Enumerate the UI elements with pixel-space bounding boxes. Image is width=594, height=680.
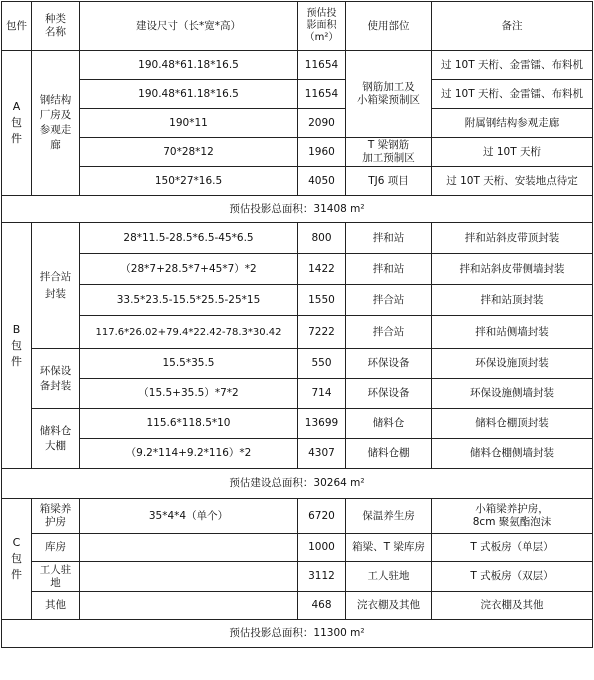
table-row: [2, 51, 593, 80]
package-a-label: A 包 件: [2, 51, 32, 196]
size-cell: 115.6*118.5*10: [80, 409, 298, 439]
note-cell: 拌和站顶封装: [432, 285, 593, 316]
note-cell: 浣衣棚及其他: [432, 592, 593, 620]
note-cell: 拌和站斜皮带顶封装: [432, 223, 593, 254]
size-cell: 35*4*4（单个）: [80, 499, 298, 534]
table-row: [2, 138, 593, 167]
location-cell: 拌合站: [346, 316, 432, 349]
location-cell: 浣衣棚及其他: [346, 592, 432, 620]
area-cell: 1422: [298, 254, 346, 285]
location-cell: 拌合站: [346, 285, 432, 316]
area-cell: 11654: [298, 80, 346, 109]
table-row: [2, 349, 593, 379]
note-cell: T 式板房（单层）: [432, 534, 593, 562]
note-cell: 过 10T 天桁、金雷镭、布料机: [432, 80, 593, 109]
location-cell: T 梁钢筋 加工预制区: [346, 138, 432, 167]
area-cell: 550: [298, 349, 346, 379]
package-a-summary: 预估投影总面积：31408 m²: [2, 196, 593, 223]
package-c-label: C 包 件: [2, 499, 32, 620]
location-cell: 保温养生房: [346, 499, 432, 534]
type-cell: 拌合站 封装: [32, 223, 80, 349]
table-row: [2, 534, 593, 562]
size-cell: 28*11.5-28.5*6.5-45*6.5: [80, 223, 298, 254]
location-cell: 工人驻地: [346, 562, 432, 592]
area-cell: 2090: [298, 109, 346, 138]
area-cell: 13699: [298, 409, 346, 439]
location-cell: 储料仓: [346, 409, 432, 439]
table-row: [2, 562, 593, 592]
note-cell: 拌和站斜皮带侧墙封装: [432, 254, 593, 285]
table-row: [2, 379, 593, 409]
table-row: [2, 499, 593, 534]
location-cell: 箱梁、T 梁库房: [346, 534, 432, 562]
summary-row: [2, 620, 593, 648]
area-cell: 1960: [298, 138, 346, 167]
table-row: [2, 109, 593, 138]
size-cell: [80, 534, 298, 562]
table-row: [2, 316, 593, 349]
header-row: [2, 2, 593, 51]
type-cell: 环保设 备封装: [32, 349, 80, 409]
type-cell: 工人驻 地: [32, 562, 80, 592]
location-cell: TJ6 项目: [346, 167, 432, 196]
area-cell: 468: [298, 592, 346, 620]
header-location: 使用部位: [346, 2, 432, 51]
note-cell: 过 10T 天桁、安装地点待定: [432, 167, 593, 196]
type-cell: 其他: [32, 592, 80, 620]
note-cell: 拌和站侧墙封装: [432, 316, 593, 349]
note-cell: 储料仓棚顶封装: [432, 409, 593, 439]
location-cell: 环保设备: [346, 349, 432, 379]
location-cell: 拌和站: [346, 254, 432, 285]
package-b-summary: 预估建设总面积：30264 m²: [2, 469, 593, 499]
table-row: [2, 223, 593, 254]
size-cell: 190.48*61.18*16.5: [80, 51, 298, 80]
summary-row: [2, 469, 593, 499]
location-cell: 拌和站: [346, 223, 432, 254]
type-cell: 箱梁养 护房: [32, 499, 80, 534]
size-cell: 33.5*23.5-15.5*25.5-25*15: [80, 285, 298, 316]
location-cell: 储料仓棚: [346, 439, 432, 469]
size-cell: 190*11: [80, 109, 298, 138]
location-cell: 钢筋加工及 小箱梁预制区: [346, 51, 432, 138]
size-cell: （28*7+28.5*7+45*7）*2: [80, 254, 298, 285]
table-row: [2, 80, 593, 109]
table-row: [2, 409, 593, 439]
area-cell: 4050: [298, 167, 346, 196]
area-cell: 7222: [298, 316, 346, 349]
size-cell: 190.48*61.18*16.5: [80, 80, 298, 109]
note-cell: 过 10T 天桁: [432, 138, 593, 167]
area-cell: 714: [298, 379, 346, 409]
header-note: 备注: [432, 2, 593, 51]
table-row: [2, 285, 593, 316]
header-type: 种类 名称: [32, 2, 80, 51]
package-c-summary: 预估投影总面积：11300 m²: [2, 620, 593, 648]
note-cell: 过 10T 天桁、金雷镭、布料机: [432, 51, 593, 80]
note-cell: 小箱梁养护房， 8cm 聚氨酯泡沫: [432, 499, 593, 534]
header-area: 预估投 影面积 （m²）: [298, 2, 346, 51]
type-cell: 储料仓 大棚: [32, 409, 80, 469]
area-cell: 11654: [298, 51, 346, 80]
area-cell: 4307: [298, 439, 346, 469]
size-cell: （15.5+35.5）*7*2: [80, 379, 298, 409]
note-cell: 环保设施侧墙封装: [432, 379, 593, 409]
note-cell: 环保设施顶封装: [432, 349, 593, 379]
summary-row: [2, 196, 593, 223]
note-cell: 储料仓棚侧墙封装: [432, 439, 593, 469]
location-cell: 环保设备: [346, 379, 432, 409]
table-row: [2, 439, 593, 469]
area-cell: 6720: [298, 499, 346, 534]
area-cell: 1550: [298, 285, 346, 316]
area-cell: 3112: [298, 562, 346, 592]
note-cell: 附属钢结构参观走廊: [432, 109, 593, 138]
area-cell: 800: [298, 223, 346, 254]
area-cell: 1000: [298, 534, 346, 562]
construction-table: [1, 1, 593, 648]
size-cell: （9.2*114+9.2*116）*2: [80, 439, 298, 469]
size-cell: 150*27*16.5: [80, 167, 298, 196]
package-b-label: B 包 件: [2, 223, 32, 469]
table-row: [2, 167, 593, 196]
size-cell: 15.5*35.5: [80, 349, 298, 379]
size-cell: [80, 562, 298, 592]
note-cell: T 式板房（双层）: [432, 562, 593, 592]
type-cell: 库房: [32, 534, 80, 562]
size-cell: 70*28*12: [80, 138, 298, 167]
table-row: [2, 254, 593, 285]
header-package: 包件: [2, 2, 32, 51]
header-size: 建设尺寸（长*宽*高）: [80, 2, 298, 51]
size-cell: 117.6*26.02+79.4*22.42-78.3*30.42: [80, 316, 298, 349]
type-cell: 钢结构 厂房及 参观走 廊: [32, 51, 80, 196]
size-cell: [80, 592, 298, 620]
table-row: [2, 592, 593, 620]
